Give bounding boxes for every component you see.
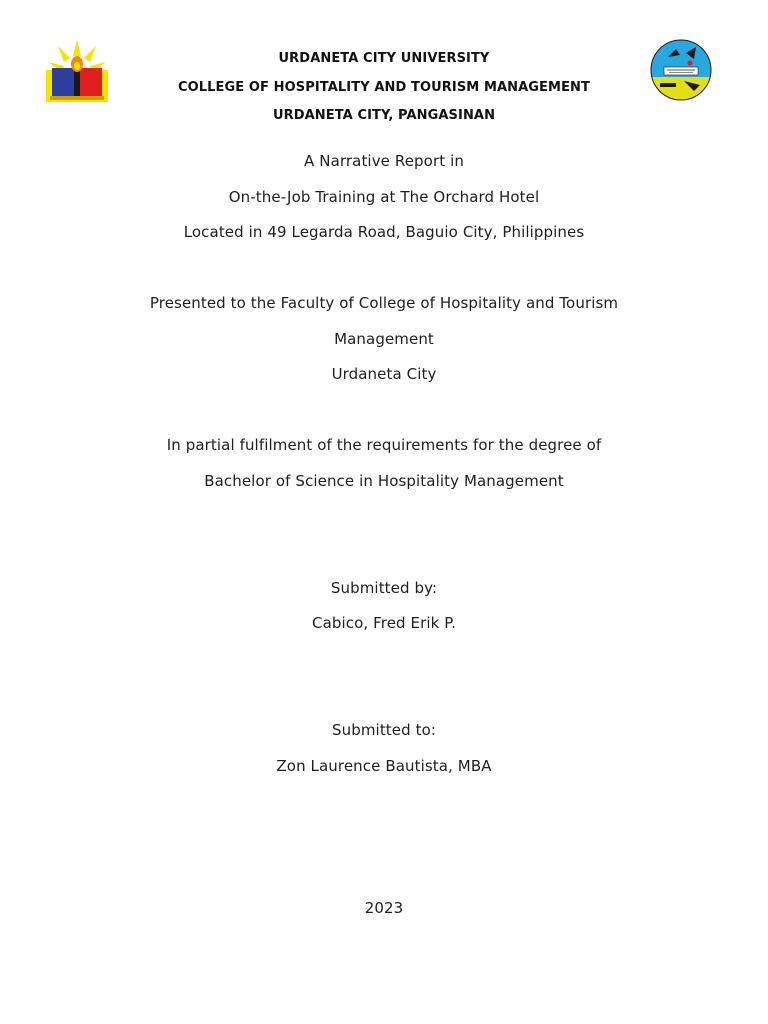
report-year: 2023 bbox=[364, 899, 404, 917]
presented-line-3: Urdaneta City bbox=[331, 365, 437, 383]
college-name: COLLEGE OF HOSPITALITY AND TOURISM MANAGEMENT bbox=[177, 80, 591, 95]
fulfilment-line-2: Bachelor of Science in Hospitality Management bbox=[204, 472, 564, 490]
report-title-line-3: Located in 49 Legarda Road, Baguio City, Philippines bbox=[183, 223, 585, 241]
presented-line-1: Presented to the Faculty of College of Hospitality and Tourism bbox=[149, 294, 619, 312]
submitted-to-label: Submitted to: bbox=[331, 721, 437, 739]
university-name: URDANETA CITY UNIVERSITY bbox=[278, 51, 490, 66]
fulfilment-line-1: In partial fulfilment of the requirements for the degree of bbox=[166, 436, 602, 454]
report-title-line-1: A Narrative Report in bbox=[304, 152, 464, 170]
submitted-by-name: Cabico, Fred Erik P. bbox=[312, 614, 456, 632]
presented-line-2: Management bbox=[334, 330, 434, 348]
report-title-line-2: On-the-Job Training at The Orchard Hotel bbox=[228, 188, 540, 206]
submitted-by-label: Submitted by: bbox=[330, 579, 438, 597]
submitted-to-name: Zon Laurence Bautista, MBA bbox=[276, 757, 492, 775]
university-location: URDANETA CITY, PANGASINAN bbox=[272, 108, 496, 123]
